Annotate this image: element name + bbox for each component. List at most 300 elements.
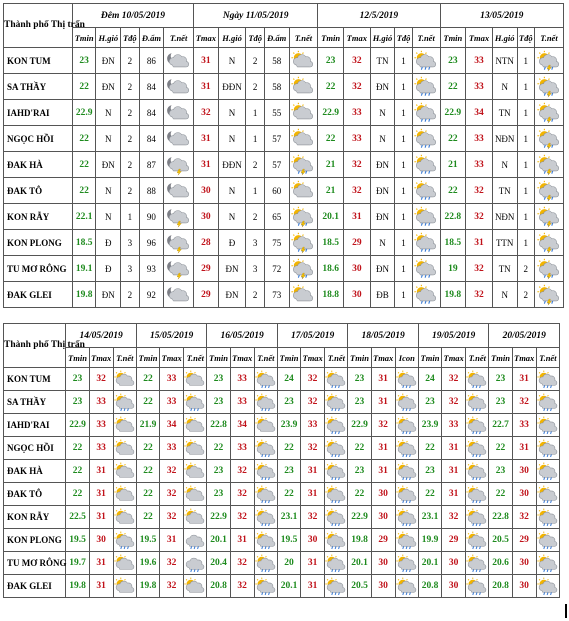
sun-cloud-rain-icon bbox=[325, 368, 348, 391]
sun-cloud-rain-icon bbox=[412, 178, 440, 204]
value-cell: 22.8 bbox=[489, 506, 512, 529]
sun-cloud-rain-icon bbox=[536, 368, 559, 391]
column-header: Tđộ bbox=[517, 28, 534, 48]
value-cell: 19.8 bbox=[440, 282, 466, 308]
sun-cloud-rain-icon bbox=[412, 74, 440, 100]
value-cell: 22 bbox=[207, 437, 230, 460]
value-cell: 22 bbox=[136, 391, 159, 414]
value-cell: 30 bbox=[343, 256, 370, 282]
value-cell: 19.1 bbox=[72, 256, 96, 282]
value-cell: 1 bbox=[395, 126, 412, 152]
value-cell: 23 bbox=[277, 391, 300, 414]
column-header: Tmin bbox=[207, 348, 230, 368]
sun-cloud-icon bbox=[254, 414, 277, 437]
value-cell: 55 bbox=[264, 100, 289, 126]
sun-storm-icon bbox=[289, 230, 318, 256]
value-cell: 57 bbox=[264, 152, 289, 178]
value-cell: TTN bbox=[492, 230, 517, 256]
sun-cloud-icon bbox=[289, 48, 318, 74]
value-cell: 23 bbox=[418, 460, 441, 483]
value-cell: 31 bbox=[194, 126, 219, 152]
sun-cloud-rain-icon bbox=[395, 368, 418, 391]
value-cell: ĐN bbox=[96, 282, 121, 308]
value-cell: 2 bbox=[517, 256, 534, 282]
value-cell: 31 bbox=[230, 529, 254, 552]
value-cell: 32 bbox=[343, 74, 370, 100]
column-header: H.gió bbox=[370, 28, 395, 48]
value-cell: 22 bbox=[440, 126, 466, 152]
sun-cloud-rain-icon bbox=[536, 575, 559, 598]
value-cell: 33 bbox=[89, 391, 113, 414]
location-name: ĐAK HÀ bbox=[4, 460, 66, 483]
day-header: 17/05/2019 bbox=[277, 324, 348, 348]
sun-cloud-icon bbox=[289, 100, 318, 126]
value-cell: 31 bbox=[160, 529, 184, 552]
value-cell: 33 bbox=[512, 414, 536, 437]
column-header: Tmax bbox=[466, 28, 493, 48]
value-cell: 1 bbox=[246, 100, 264, 126]
column-header: T.nết bbox=[184, 348, 207, 368]
value-cell: NĐN bbox=[492, 126, 517, 152]
value-cell: 21 bbox=[318, 178, 344, 204]
value-cell: 22 bbox=[136, 460, 159, 483]
sun-storm-icon bbox=[534, 256, 563, 282]
value-cell: 18.5 bbox=[72, 230, 96, 256]
value-cell: 32 bbox=[301, 506, 325, 529]
value-cell: 22 bbox=[72, 152, 96, 178]
sun-cloud-rain-icon bbox=[113, 529, 136, 552]
value-cell: TN bbox=[492, 100, 517, 126]
value-cell: 30 bbox=[442, 552, 466, 575]
sun-cloud-rain-icon bbox=[325, 506, 348, 529]
sun-storm-icon bbox=[289, 152, 318, 178]
value-cell: ĐĐN bbox=[218, 74, 246, 100]
sun-cloud-icon bbox=[113, 414, 136, 437]
sun-cloud-rain-icon bbox=[325, 414, 348, 437]
sun-cloud-icon bbox=[113, 575, 136, 598]
location-name: IAHD'RAI bbox=[4, 100, 73, 126]
location-name: ĐAK GLEI bbox=[4, 575, 66, 598]
day-header: Đêm 10/05/2019 bbox=[72, 4, 193, 28]
value-cell: 57 bbox=[264, 126, 289, 152]
value-cell: 22 bbox=[72, 74, 96, 100]
value-cell: 84 bbox=[139, 74, 164, 100]
location-name: KON RẪY bbox=[4, 506, 66, 529]
value-cell: 30 bbox=[343, 282, 370, 308]
value-cell: 20.6 bbox=[489, 552, 512, 575]
value-cell: TN bbox=[370, 48, 395, 74]
sun-storm-icon bbox=[534, 152, 563, 178]
value-cell: 1 bbox=[395, 204, 412, 230]
sun-cloud-icon bbox=[184, 575, 207, 598]
location-name: KON TUM bbox=[4, 48, 73, 74]
value-cell: 23.9 bbox=[277, 414, 300, 437]
table-row bbox=[4, 178, 564, 204]
column-header: Tmax bbox=[194, 28, 219, 48]
value-cell: 30 bbox=[442, 575, 466, 598]
value-cell: 31 bbox=[442, 460, 466, 483]
location-name: KON RẪY bbox=[4, 204, 73, 230]
value-cell: 31 bbox=[512, 437, 536, 460]
value-cell: 20.5 bbox=[489, 529, 512, 552]
sun-storm-icon bbox=[534, 48, 563, 74]
sun-cloud-rain-icon bbox=[254, 391, 277, 414]
sun-cloud-rain-icon bbox=[412, 48, 440, 74]
value-cell: 65 bbox=[264, 204, 289, 230]
value-cell: 31 bbox=[371, 391, 395, 414]
sun-cloud-rain-icon bbox=[536, 460, 559, 483]
corner-label: Thành phố Thị trấn bbox=[4, 324, 66, 368]
value-cell: 29 bbox=[194, 256, 219, 282]
value-cell: ĐN bbox=[96, 48, 121, 74]
value-cell: 84 bbox=[139, 100, 164, 126]
value-cell: N bbox=[96, 126, 121, 152]
sun-storm-icon bbox=[534, 100, 563, 126]
value-cell: 30 bbox=[512, 552, 536, 575]
value-cell: 32 bbox=[343, 178, 370, 204]
value-cell: 30 bbox=[512, 483, 536, 506]
sun-cloud-icon bbox=[289, 74, 318, 100]
value-cell: 32 bbox=[343, 48, 370, 74]
sun-cloud-rain-icon bbox=[466, 368, 489, 391]
value-cell: 19.8 bbox=[72, 282, 96, 308]
value-cell: 23 bbox=[318, 48, 344, 74]
value-cell: 84 bbox=[139, 126, 164, 152]
cloud-night-icon bbox=[164, 100, 194, 126]
value-cell: 1 bbox=[246, 126, 264, 152]
value-cell: 23 bbox=[277, 460, 300, 483]
value-cell: 21 bbox=[440, 152, 466, 178]
sun-cloud-rain-icon bbox=[466, 575, 489, 598]
value-cell: 23 bbox=[348, 460, 371, 483]
value-cell: N bbox=[218, 126, 246, 152]
value-cell: 23 bbox=[418, 391, 441, 414]
location-name: ĐAK GLEI bbox=[4, 282, 73, 308]
forecast-table-10-13-may bbox=[3, 3, 564, 308]
value-cell: 33 bbox=[466, 74, 493, 100]
sun-cloud-rain-icon bbox=[395, 529, 418, 552]
value-cell: 1 bbox=[395, 178, 412, 204]
column-header: H.gió bbox=[492, 28, 517, 48]
value-cell: 23 bbox=[348, 391, 371, 414]
cloud-night-storm-icon bbox=[164, 152, 194, 178]
value-cell: 88 bbox=[139, 178, 164, 204]
value-cell: 1 bbox=[517, 152, 534, 178]
value-cell: 3 bbox=[121, 230, 139, 256]
cloud-rain-icon bbox=[184, 529, 207, 552]
value-cell: 33 bbox=[160, 368, 184, 391]
sun-cloud-rain-icon bbox=[254, 368, 277, 391]
value-cell: 23 bbox=[66, 368, 89, 391]
value-cell: 73 bbox=[264, 282, 289, 308]
value-cell: 20.1 bbox=[318, 204, 344, 230]
value-cell: 1 bbox=[517, 126, 534, 152]
value-cell: 18.5 bbox=[440, 230, 466, 256]
sun-cloud-rain-icon bbox=[466, 506, 489, 529]
value-cell: 2 bbox=[121, 178, 139, 204]
sun-cloud-rain-icon bbox=[325, 460, 348, 483]
table-row bbox=[4, 74, 564, 100]
value-cell: 21 bbox=[318, 152, 344, 178]
sun-storm-icon bbox=[534, 178, 563, 204]
column-header: H.gió bbox=[96, 28, 121, 48]
value-cell: 23.9 bbox=[418, 414, 441, 437]
value-cell: 19.7 bbox=[66, 552, 89, 575]
value-cell: 1 bbox=[395, 256, 412, 282]
value-cell: 32 bbox=[442, 368, 466, 391]
value-cell: N bbox=[370, 100, 395, 126]
sun-cloud-rain-icon bbox=[412, 204, 440, 230]
value-cell: 23 bbox=[72, 48, 96, 74]
sun-cloud-icon bbox=[184, 460, 207, 483]
value-cell: 96 bbox=[139, 230, 164, 256]
value-cell: 1 bbox=[395, 230, 412, 256]
value-cell: 32 bbox=[160, 460, 184, 483]
value-cell: 34 bbox=[466, 100, 493, 126]
value-cell: 31 bbox=[89, 552, 113, 575]
value-cell: 2 bbox=[246, 282, 264, 308]
sun-storm-icon bbox=[534, 126, 563, 152]
sun-storm-icon bbox=[289, 256, 318, 282]
value-cell: 31 bbox=[89, 506, 113, 529]
sun-cloud-icon bbox=[184, 483, 207, 506]
table-row bbox=[4, 437, 560, 460]
value-cell: 19.8 bbox=[348, 529, 371, 552]
sun-cloud-rain-icon bbox=[412, 126, 440, 152]
value-cell: 30 bbox=[371, 552, 395, 575]
value-cell: 32 bbox=[230, 483, 254, 506]
sun-cloud-rain-icon bbox=[325, 575, 348, 598]
sun-cloud-rain-icon bbox=[412, 230, 440, 256]
value-cell: 23 bbox=[207, 483, 230, 506]
value-cell: 21.9 bbox=[136, 414, 159, 437]
value-cell: 58 bbox=[264, 74, 289, 100]
sun-storm-icon bbox=[534, 204, 563, 230]
column-header: Tmax bbox=[371, 348, 395, 368]
value-cell: 2 bbox=[246, 74, 264, 100]
value-cell: 30 bbox=[371, 575, 395, 598]
value-cell: 22 bbox=[348, 483, 371, 506]
value-cell: 29 bbox=[343, 230, 370, 256]
value-cell: 20 bbox=[277, 552, 300, 575]
value-cell: ĐN bbox=[218, 282, 246, 308]
table-row bbox=[4, 483, 560, 506]
value-cell: 31 bbox=[301, 483, 325, 506]
value-cell: 20.8 bbox=[418, 575, 441, 598]
table-row bbox=[4, 256, 564, 282]
value-cell: 20.8 bbox=[489, 575, 512, 598]
value-cell: 31 bbox=[371, 437, 395, 460]
value-cell: 23 bbox=[489, 368, 512, 391]
column-header: Tmax bbox=[230, 348, 254, 368]
value-cell: 31 bbox=[466, 230, 493, 256]
value-cell: 2 bbox=[121, 126, 139, 152]
value-cell: 23.1 bbox=[277, 506, 300, 529]
value-cell: 29 bbox=[371, 529, 395, 552]
value-cell: 31 bbox=[442, 483, 466, 506]
value-cell: 29 bbox=[512, 529, 536, 552]
value-cell: 22.9 bbox=[66, 414, 89, 437]
day-header: Ngày 11/05/2019 bbox=[194, 4, 318, 28]
sun-storm-icon bbox=[534, 74, 563, 100]
value-cell: 29 bbox=[194, 282, 219, 308]
sun-cloud-icon bbox=[289, 178, 318, 204]
sun-cloud-rain-icon bbox=[254, 506, 277, 529]
sun-cloud-rain-icon bbox=[466, 529, 489, 552]
value-cell: 19.5 bbox=[277, 529, 300, 552]
sun-cloud-rain-icon bbox=[536, 414, 559, 437]
location-name: SA THẦY bbox=[4, 74, 73, 100]
day-header: 14/05/2019 bbox=[66, 324, 137, 348]
value-cell: 33 bbox=[230, 391, 254, 414]
value-cell: 19.9 bbox=[418, 529, 441, 552]
value-cell: 31 bbox=[343, 204, 370, 230]
value-cell: 32 bbox=[230, 552, 254, 575]
sun-cloud-rain-icon bbox=[325, 552, 348, 575]
column-header: Tđộ bbox=[246, 28, 264, 48]
value-cell: 75 bbox=[264, 230, 289, 256]
value-cell: 22.8 bbox=[440, 204, 466, 230]
value-cell: TN bbox=[492, 178, 517, 204]
sun-cloud-icon bbox=[184, 414, 207, 437]
value-cell: 32 bbox=[466, 282, 493, 308]
column-header: T.nết bbox=[412, 28, 440, 48]
value-cell: 22 bbox=[489, 437, 512, 460]
sun-cloud-rain-icon bbox=[412, 256, 440, 282]
sun-cloud-rain-icon bbox=[325, 529, 348, 552]
column-header: Tđộ bbox=[395, 28, 412, 48]
value-cell: 30 bbox=[89, 529, 113, 552]
day-header: 18/05/2019 bbox=[348, 324, 419, 348]
value-cell: 32 bbox=[160, 506, 184, 529]
sun-cloud-rain-icon bbox=[325, 483, 348, 506]
value-cell: 31 bbox=[89, 483, 113, 506]
table-row bbox=[4, 368, 560, 391]
table-row bbox=[4, 230, 564, 256]
location-name: TU MƠ RÔNG bbox=[4, 256, 73, 282]
column-header: Icon bbox=[395, 348, 418, 368]
value-cell: 19.6 bbox=[136, 552, 159, 575]
sun-cloud-rain-icon bbox=[466, 437, 489, 460]
value-cell: 30 bbox=[371, 506, 395, 529]
value-cell: 31 bbox=[89, 575, 113, 598]
cloud-night-icon bbox=[164, 282, 194, 308]
value-cell: 22 bbox=[318, 126, 344, 152]
value-cell: 18.6 bbox=[318, 256, 344, 282]
value-cell: N bbox=[218, 178, 246, 204]
value-cell: 22.8 bbox=[207, 414, 230, 437]
value-cell: 2 bbox=[517, 282, 534, 308]
value-cell: 31 bbox=[301, 460, 325, 483]
value-cell: 22 bbox=[489, 483, 512, 506]
value-cell: 2 bbox=[121, 152, 139, 178]
column-header: T.nết bbox=[254, 348, 277, 368]
value-cell: 32 bbox=[160, 575, 184, 598]
location-name: ĐAK HÀ bbox=[4, 152, 73, 178]
value-cell: 30 bbox=[194, 178, 219, 204]
table-row bbox=[4, 391, 560, 414]
value-cell: 2 bbox=[121, 74, 139, 100]
sun-cloud-rain-icon bbox=[184, 391, 207, 414]
sun-cloud-icon bbox=[113, 506, 136, 529]
value-cell: 22 bbox=[72, 178, 96, 204]
cloud-night-icon bbox=[164, 178, 194, 204]
value-cell: 31 bbox=[371, 460, 395, 483]
value-cell: 2 bbox=[246, 152, 264, 178]
sun-cloud-rain-icon bbox=[395, 437, 418, 460]
sun-cloud-icon bbox=[113, 460, 136, 483]
value-cell: 31 bbox=[512, 368, 536, 391]
column-header: Tmin bbox=[136, 348, 159, 368]
value-cell: 22 bbox=[136, 437, 159, 460]
sun-cloud-rain-icon bbox=[254, 460, 277, 483]
value-cell: 22 bbox=[348, 437, 371, 460]
value-cell: 30 bbox=[512, 460, 536, 483]
sun-storm-icon bbox=[534, 282, 563, 308]
sun-cloud-rain-icon bbox=[254, 529, 277, 552]
sun-cloud-icon bbox=[113, 368, 136, 391]
value-cell: 32 bbox=[442, 391, 466, 414]
value-cell: 23 bbox=[66, 391, 89, 414]
value-cell: 3 bbox=[246, 230, 264, 256]
sun-cloud-icon bbox=[113, 483, 136, 506]
table-row bbox=[4, 48, 564, 74]
sun-cloud-rain-icon bbox=[395, 552, 418, 575]
value-cell: 60 bbox=[264, 178, 289, 204]
column-header: T.nết bbox=[536, 348, 559, 368]
value-cell: 33 bbox=[466, 126, 493, 152]
value-cell: 58 bbox=[264, 48, 289, 74]
sun-cloud-rain-icon bbox=[395, 391, 418, 414]
sun-cloud-icon bbox=[113, 437, 136, 460]
sun-cloud-rain-icon bbox=[395, 483, 418, 506]
value-cell: N bbox=[96, 204, 121, 230]
value-cell: 33 bbox=[466, 48, 493, 74]
value-cell: N bbox=[492, 282, 517, 308]
value-cell: 32 bbox=[343, 152, 370, 178]
value-cell: 1 bbox=[395, 100, 412, 126]
sun-cloud-icon bbox=[184, 368, 207, 391]
sun-storm-icon bbox=[534, 230, 563, 256]
value-cell: 30 bbox=[512, 575, 536, 598]
value-cell: 1 bbox=[517, 100, 534, 126]
value-cell: 1 bbox=[395, 48, 412, 74]
value-cell: NĐN bbox=[492, 204, 517, 230]
value-cell: 33 bbox=[160, 391, 184, 414]
value-cell: 23 bbox=[207, 368, 230, 391]
value-cell: N bbox=[370, 126, 395, 152]
sun-cloud-rain-icon bbox=[254, 575, 277, 598]
page-edge-mark bbox=[565, 604, 567, 618]
value-cell: N bbox=[96, 100, 121, 126]
sun-cloud-rain-icon bbox=[536, 506, 559, 529]
forecast-table-14-20-may bbox=[3, 323, 560, 598]
sun-cloud-rain-icon bbox=[254, 483, 277, 506]
value-cell: 32 bbox=[466, 204, 493, 230]
value-cell: 22.5 bbox=[66, 506, 89, 529]
column-header: Tmin bbox=[66, 348, 89, 368]
value-cell: 22.9 bbox=[207, 506, 230, 529]
value-cell: 1 bbox=[517, 48, 534, 74]
column-header: Tmax bbox=[343, 28, 370, 48]
value-cell: 32 bbox=[230, 460, 254, 483]
sun-cloud-rain-icon bbox=[412, 100, 440, 126]
column-header: T.nết bbox=[466, 348, 489, 368]
value-cell: 19.8 bbox=[66, 575, 89, 598]
sun-cloud-rain-icon bbox=[254, 552, 277, 575]
day-header: 20/05/2019 bbox=[489, 324, 560, 348]
value-cell: 32 bbox=[466, 256, 493, 282]
